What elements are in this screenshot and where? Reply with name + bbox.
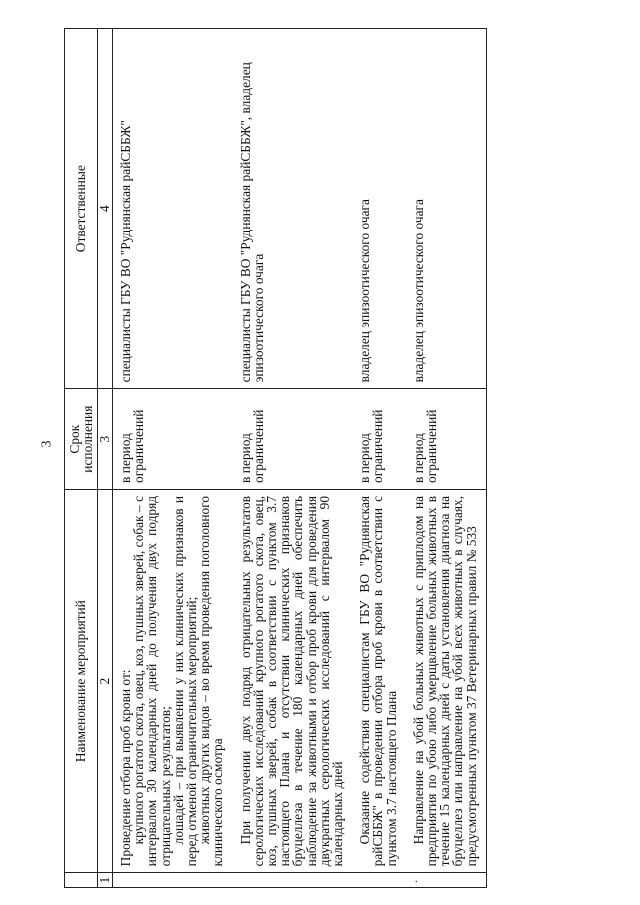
responsible-cell: владелец эпизоотического очага <box>406 29 487 389</box>
measure-line: лошадей – при выявлении у них клинических признаков и перед отменой ограничительных мероприятий; <box>170 495 200 867</box>
term-cell: в период ограничений <box>406 389 487 490</box>
table-row <box>113 29 233 888</box>
column-number: 4 <box>98 29 113 389</box>
measure-cell <box>352 489 406 872</box>
measure-line: животных других видов – во время проведения поголовного клинического осмотра <box>197 495 226 867</box>
table-row <box>352 29 406 888</box>
measure-cell <box>406 489 487 872</box>
row-marker <box>406 873 487 888</box>
responsible-cell: владелец эпизоотического очага <box>352 29 406 389</box>
header-cell-1 <box>65 873 98 888</box>
responsible-cell: специалисты ГБУ ВО "Руднянская райСББЖ", владелец эпизоотического очага <box>233 29 353 389</box>
table-row <box>233 29 353 888</box>
measures-table <box>64 28 487 888</box>
header-measures: Наименование мероприятий <box>65 489 98 872</box>
header-responsible: Ответственные <box>65 29 98 389</box>
measure-cell <box>113 489 233 872</box>
row-marker <box>233 873 353 888</box>
measure-line: При получении двух подряд отрицательных результатов серологических исследований крупного рогатого скота, овец, коз, пушных зверей, собак в соответствии с пунктом 3.7 настоящего Плана и отсутствии клинических признаков бруцеллеза в течение 180 календарных дней обеспечить наблюдение за животными и отбор проб крови для проведения двукратных серологических исследований с интервалом 90 календарных дней <box>237 495 346 867</box>
header-row <box>65 29 98 888</box>
header-term: Срок исполнения <box>65 389 98 490</box>
column-number: 2 <box>98 489 113 872</box>
measure-line: Проведение отбора проб крови от: <box>118 669 133 867</box>
measure-cell <box>233 489 353 872</box>
row-marker <box>113 873 233 888</box>
row-marker-dot: . <box>405 880 420 883</box>
term-cell: в период ограничений <box>352 389 406 490</box>
responsible-cell: специалисты ГБУ ВО "Руднянская райСББЖ" <box>113 29 233 389</box>
table-row <box>406 29 487 888</box>
term-cell: в период ограничений <box>233 389 353 490</box>
term-cell: в период ограничений <box>113 389 233 490</box>
measure-line: Оказание содействия специалистам ГБУ ВО "Руднянская райСББЖ" в проведении отбора проб крови в соответствии с пунктом 3.7 настоящего Плана <box>357 495 399 867</box>
page-number: 3 <box>39 440 55 448</box>
row-marker <box>352 873 406 888</box>
column-number-row <box>98 29 113 888</box>
measure-line: крупного рогатого скота, овец, коз, пушных зверей, собак – с интервалом 30 календарных дней до получения двух подряд отрицательных результатов; <box>131 495 173 867</box>
column-number: 3 <box>98 389 113 490</box>
measure-line: Направление на убой больных животных с приплодом на предприятия по убою либо умерщвление больных животных в течение 15 календарных дней с даты установления диагноза на бруцеллез или направление на убой всех животных в случаях, предусмотренных пунктом 37 Ветеринарных правил № 533 <box>410 495 479 867</box>
rotated-table-wrapper <box>64 28 584 888</box>
column-number: 1 <box>98 873 113 888</box>
